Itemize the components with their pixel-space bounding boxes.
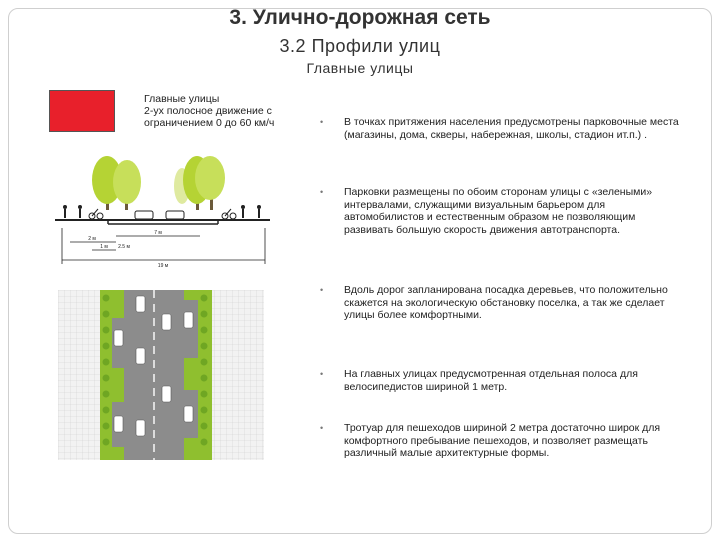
legend-line: Главные улицы [144,93,220,105]
bullet-icon: • [320,285,324,295]
cyclist-icon [89,209,103,219]
slide-subtitle: 3.2 Профили улиц [279,36,441,56]
pedestrian-icon [63,205,67,218]
legend-swatch [49,90,115,132]
car-icon [166,211,184,219]
slide-title: 3. Улично-дорожная сеть [229,6,491,29]
pedestrian-icon [241,205,245,218]
bullet-icon: • [320,369,324,379]
dim-carriageway: 7 м [154,230,162,236]
legend-line: ограничением 0 до 60 км/ч [144,117,275,129]
pedestrian-icon [257,205,261,218]
legend-text [144,93,304,129]
dim-total: 19 м [157,263,169,269]
street-plan-view [58,290,264,460]
dim-bike-lane: 1 м [100,244,108,250]
bullet-icon: • [320,423,324,433]
car-icon [135,211,153,219]
tree-icon [113,160,141,210]
cyclist-icon [222,209,236,219]
bullet-icon: • [320,187,324,197]
parking-pocket [182,300,198,358]
pedestrian-icon [78,205,82,218]
dimension-lines [62,228,265,264]
bullet-icon: • [320,117,324,127]
legend-line: 2-ух полосное движение с [144,105,272,117]
dim-parking: 2.5 м [118,244,130,250]
section-heading: Главные улицы [306,60,414,76]
street-cross-section [50,150,276,275]
dim-sidewalk: 2 м [88,236,96,242]
